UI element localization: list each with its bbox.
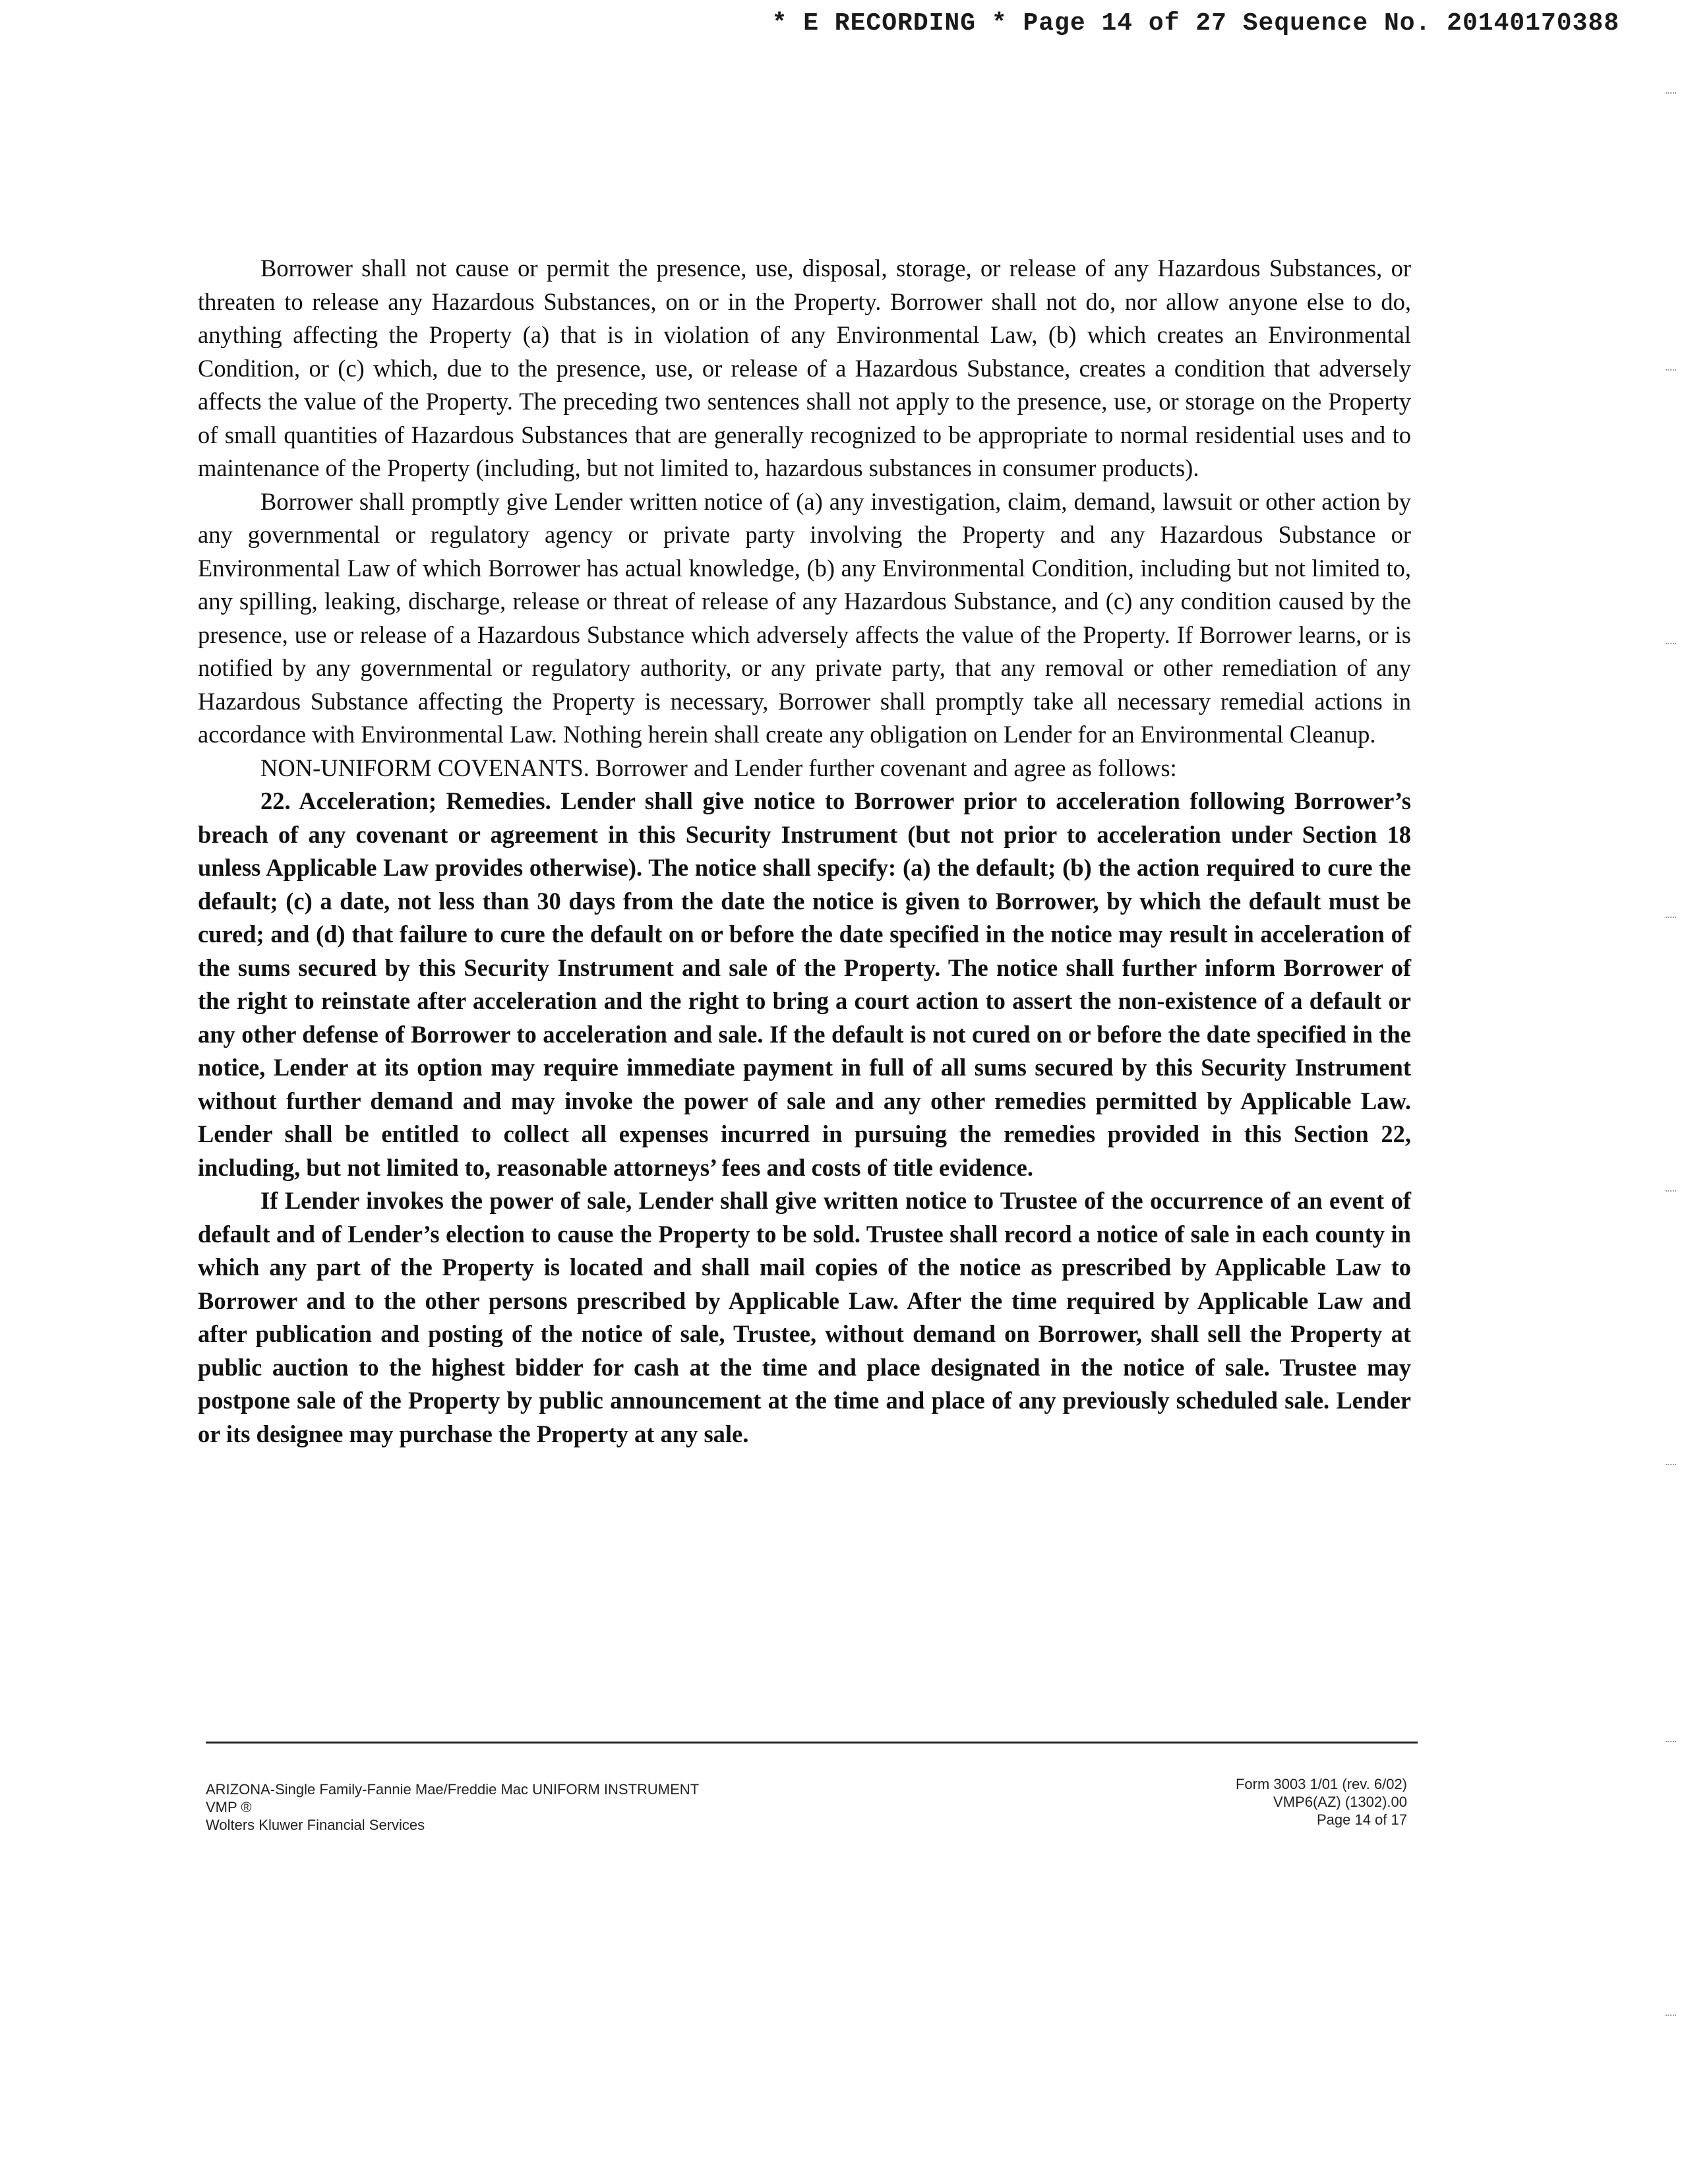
footer-right-block — [1236, 1775, 1407, 1829]
paragraph-power-of-sale: If Lender invokes the power of sale, Lender shall give written notice to Trustee of the occurrence of an event of default and of Lender’s election to cause the Property to be sold. Trustee shall record a notice of sale in each county in which any part of the Property is located and shall mail copies of the notice as prescribed by Applicable Law to Borrower and to the other persons prescribed by Applicable Law. After the time required by Applicable Law and after publication and posting of the notice of sale, Trustee, without demand on Borrower, shall sell the Property at public auction to the highest bidder for cash at the time and place designated in the notice of sale. Trustee may postpone sale of the Property by public announcement at the time and place of any previously scheduled sale. Lender or its designee may purchase the Property at any sale. — [198, 1187, 1411, 1447]
scan-mark — [1666, 2015, 1676, 2016]
scan-edge-marks — [1666, 0, 1679, 2184]
scan-mark — [1666, 369, 1676, 371]
paragraph-non-uniform-covenants: NON-UNIFORM COVENANTS. Borrower and Lender further covenant and agree as follows: — [260, 754, 1177, 781]
paragraph-hazardous-substances: Borrower shall not cause or permit the presence, use, disposal, storage, or release of any Hazardous Substances, or threaten to release any Hazardous Substances, on or in the Property. Borrower shall not do, nor allow anyone else to do, anything affecting the Property (a) that is in violation of any Environmental Law, (b) which creates an Environmental Condition, or (c) which, due to the presence, use, or release of a Hazardous Substance, creates a condition that adversely affects the value of the Property. The preceding two sentences shall not apply to the presence, use, or storage on the Property of small quantities of Hazardous Substances that are generally recognized to be appropriate to normal residential uses and to maintenance of the Property (including, but not limited to, hazardous substances in consumer products). — [198, 255, 1411, 481]
recording-header: * E RECORDING * Page 14 of 27 Sequence No. 20140170388 — [771, 9, 1619, 38]
scan-mark — [1666, 917, 1676, 918]
scan-mark — [1666, 643, 1676, 644]
footer-divider — [206, 1742, 1418, 1744]
scan-mark — [1666, 1190, 1676, 1192]
scan-mark — [1666, 1464, 1676, 1465]
footer-form-number: Form 3003 1/01 (rev. 6/02) — [1235, 1776, 1407, 1792]
scan-mark — [1666, 1741, 1676, 1742]
footer-vmp-mark: VMP ® — [206, 1799, 252, 1815]
paragraph-notice-of-hazard: Borrower shall promptly give Lender written notice of (a) any investigation, claim, demand, lawsuit or other action by any governmental or regulatory agency or private party involving the Property and any Hazardous Substance or Environmental Law of which Borrower has actual knowledge, (b) any Environmental Condition, including but not limited to, any spilling, leaking, discharge, release or threat of release of any Hazardous Substance, and (c) any condition caused by the presence, use or release of a Hazardous Substance which adversely affects the value of the Property. If Borrower learns, or is notified by any governmental or regulatory authority, or any private party, that any removal or other remediation of any Hazardous Substance affecting the Property is necessary, Borrower shall promptly take all necessary remedial actions in accordance with Environmental Law. Nothing herein shall create any obligation on Lender for an Environmental Cleanup. — [198, 487, 1411, 748]
footer-publisher: Wolters Kluwer Financial Services — [206, 1817, 425, 1833]
footer-vmp-code: VMP6(AZ) (1302).00 — [1273, 1794, 1407, 1810]
scan-mark — [1666, 92, 1676, 94]
document-body — [198, 252, 1411, 1451]
paragraph-section-22-acceleration: 22. Acceleration; Remedies. Lender shall give notice to Borrower prior to acceleration following Borrower’s breach of any covenant or agreement in this Security Instrument (but not prior to acceleration under Section 18 unless Applicable Law provides otherwise). The notice shall specify: (a) the default; (b) the action required to cure the default; (c) a date, not less than 30 days from the date the notice is given to Borrower, by which the default must be cured; and (d) that failure to cure the default on or before the date specified in the notice may result in acceleration of the sums secured by this Security Instrument and sale of the Property. The notice shall further inform Borrower of the right to reinstate after acceleration and the right to bring a court action to assert the non-existence of a default or any other defense of Borrower to acceleration and sale. If the default is not cured on or before the date specified in the notice, Lender at its option may require immediate payment in full of all sums secured by this Security Instrument without further demand and may invoke the power of sale and any other remedies permitted by Applicable Law. Lender shall be entitled to collect all expenses incurred in pursuing the remedies provided in this Section 22, including, but not limited to, reasonable attorneys’ fees and costs of title evidence. — [198, 787, 1411, 1181]
footer-page-number: Page 14 of 17 — [1316, 1811, 1407, 1828]
footer-left-block — [206, 1780, 699, 1834]
footer-instrument-title: ARIZONA-Single Family-Fannie Mae/Freddie Mac UNIFORM INSTRUMENT — [206, 1781, 700, 1798]
